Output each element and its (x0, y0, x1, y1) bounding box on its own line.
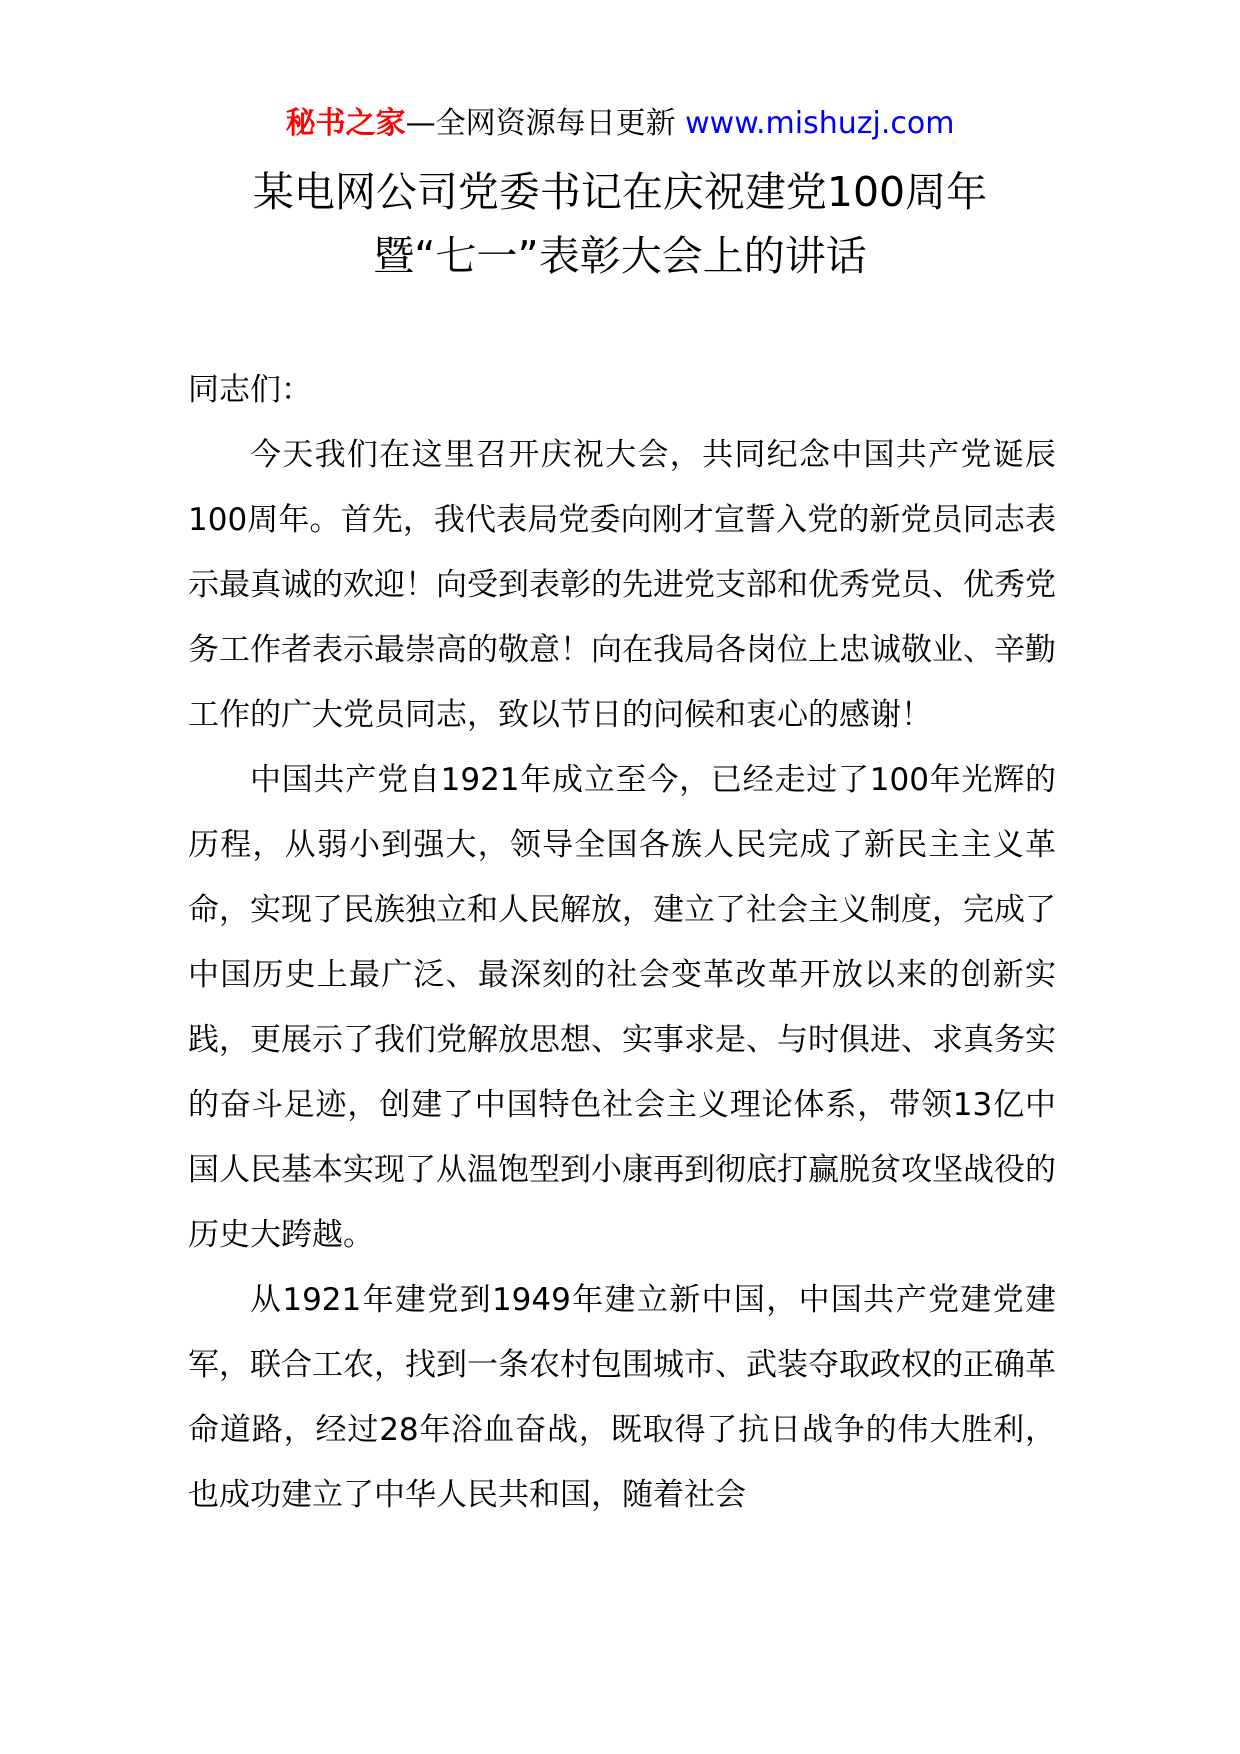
paragraph-3: 从1921年建党到1949年建立新中国，中国共产党建党建军，联合工农，找到一条农村包围城市、武装夺取政权的正确革命道路，经过28年浴血奋战，既取得了抗日战争的伟大胜利，也成功建立了中华人民共和国，随着社会 (188, 1282, 1056, 1513)
paragraph-1: 今天我们在这里召开庆祝大会，共同纪念中国共产党诞辰100周年。首先，我代表局党委向刚才宣誓入党的新党员同志表示最真诚的欢迎！向受到表彰的先进党支部和优秀党员、优秀党务工作者表示最崇高的敬意！向在我局各岗位上忠诚敬业、辛勤工作的广大党员同志，致以节日的问候和衷心的感谢！ (188, 437, 1056, 733)
salutation: 同志们： (188, 372, 312, 408)
paragraph-2: 中国共产党自1921年成立至今，已经走过了100年光辉的历程，从弱小到强大，领导全国各族人民完成了新民主主义革命，实现了民族独立和人民解放，建立了社会主义制度，完成了中国历史上最广泛、最深刻的社会变革改革开放以来的创新实践，更展示了我们党解放思想、实事求是、与时俱进、求真务实的奋斗足迹，创建了中国特色社会主义理论体系，带领13亿中国人民基本实现了从温饱型到小康再到彻底打赢脱贫攻坚战役的历史大跨越。 (188, 762, 1056, 1253)
title-line-1: 某电网公司党委书记在庆祝建党100周年 (252, 168, 988, 216)
title-line-2: 暨“七一”表彰大会上的讲话 (373, 232, 867, 280)
brand-name: 秘书之家 (285, 106, 406, 141)
document-title (0, 160, 1240, 288)
header-tagline: —全网资源每日更新 (405, 106, 676, 141)
site-url-link[interactable]: www.mishuzj.com (685, 106, 955, 141)
document-body (188, 358, 1056, 1528)
site-header (0, 100, 1240, 148)
